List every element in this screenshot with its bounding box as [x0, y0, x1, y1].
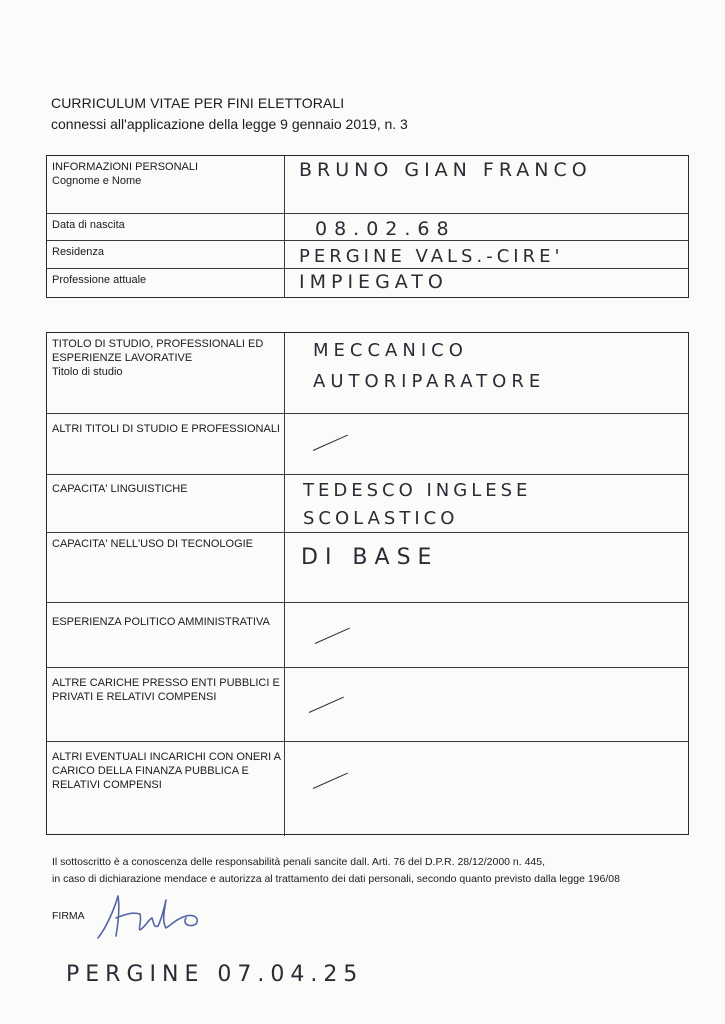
row-political	[47, 602, 688, 667]
row-technology	[47, 532, 688, 602]
birth-value: 08.02.68	[315, 218, 456, 240]
row-other-titles	[47, 413, 688, 474]
name-value-cell	[285, 156, 688, 213]
row-residence	[47, 240, 688, 268]
languages-value-cell	[285, 475, 688, 532]
residence-value-cell	[285, 241, 688, 268]
residence-label: Residenza	[47, 241, 285, 268]
other-roles-value-cell	[285, 742, 688, 836]
offices-label: ALTRE CARICHE PRESSO ENTI PUBBLICI E PRIVATI E RELATIVI COMPENSI	[47, 668, 285, 741]
row-job	[47, 268, 688, 297]
declaration-line-1: Il sottoscritto è a conoscenza delle responsabilità penali sancite dall. Arti. 76 del D.P.R. 28/12/2000 n. 445,	[52, 856, 546, 868]
political-value-cell	[285, 603, 688, 667]
row-languages	[47, 474, 688, 532]
tech-value: DI BASE	[301, 545, 439, 570]
place-date: PERGINE 07.04.25	[66, 962, 364, 987]
row-birth	[47, 213, 688, 240]
document-title: CURRICULUM VITAE PER FINI ELETTORALI	[51, 95, 345, 111]
birth-value-cell	[285, 214, 688, 240]
section-label-personal: INFORMAZIONI PERSONALI	[52, 161, 199, 173]
job-label: Professione attuale	[47, 269, 285, 297]
document-subtitle: connessi all'applicazione della legge 9 gennaio 2019, n. 3	[51, 116, 408, 132]
residence-value: PERGINE VALS.-CIRE'	[299, 246, 564, 267]
empty-dash-mark	[313, 773, 348, 789]
other-roles-label: ALTRI EVENTUALI INCARICHI CON ONERI A CARICO DELLA FINANZA PUBBLICA E RELATIVI COMPENSI	[47, 742, 285, 836]
education-table	[46, 332, 689, 835]
empty-dash-mark	[315, 628, 350, 644]
study-sub-label: Titolo di studio	[52, 366, 123, 378]
row-other-roles	[47, 741, 688, 836]
tech-value-cell	[285, 533, 688, 602]
study-label-cell	[47, 333, 285, 413]
job-value: IMPIEGATO	[299, 271, 448, 293]
declaration-line-2: in caso di dichiarazione mendace e autorizza al trattamento dei dati personali, secondo quanto previsto dalla legge 196/08	[52, 873, 620, 885]
study-value-cell	[285, 333, 688, 413]
row-name	[47, 156, 688, 213]
signature-label: FIRMA	[52, 910, 85, 922]
study-value-line1: MECCANICO	[313, 340, 468, 361]
study-value-line2: AUTORIPARATORE	[313, 371, 546, 392]
personal-info-table	[46, 155, 689, 298]
name-value: BRUNO GIAN FRANCO	[299, 159, 592, 181]
birth-label: Data di nascita	[47, 214, 285, 240]
political-label: ESPERIENZA POLITICO AMMINISTRATIVA	[47, 603, 285, 667]
empty-dash-mark	[309, 697, 344, 713]
other-titles-value-cell	[285, 414, 688, 474]
name-label-cell	[47, 156, 285, 213]
languages-value-line2: SCOLASTICO	[303, 508, 459, 529]
section-label-education: TITOLO DI STUDIO, PROFESSIONALI ED ESPERIENZE LAVORATIVE	[52, 338, 264, 364]
tech-label: CAPACITA' NELL'USO DI TECNOLOGIE	[47, 533, 285, 602]
other-titles-label: ALTRI TITOLI DI STUDIO E PROFESSIONALI	[47, 414, 285, 474]
languages-label: CAPACITA' LINGUISTICHE	[47, 475, 285, 532]
languages-value-line1: TEDESCO INGLESE	[303, 480, 532, 501]
row-offices	[47, 667, 688, 741]
offices-value-cell	[285, 668, 688, 741]
name-label: Cognome e Nome	[52, 175, 142, 187]
job-value-cell	[285, 269, 688, 297]
signature-scribble	[92, 888, 212, 943]
row-study	[47, 333, 688, 413]
empty-dash-mark	[313, 435, 348, 451]
